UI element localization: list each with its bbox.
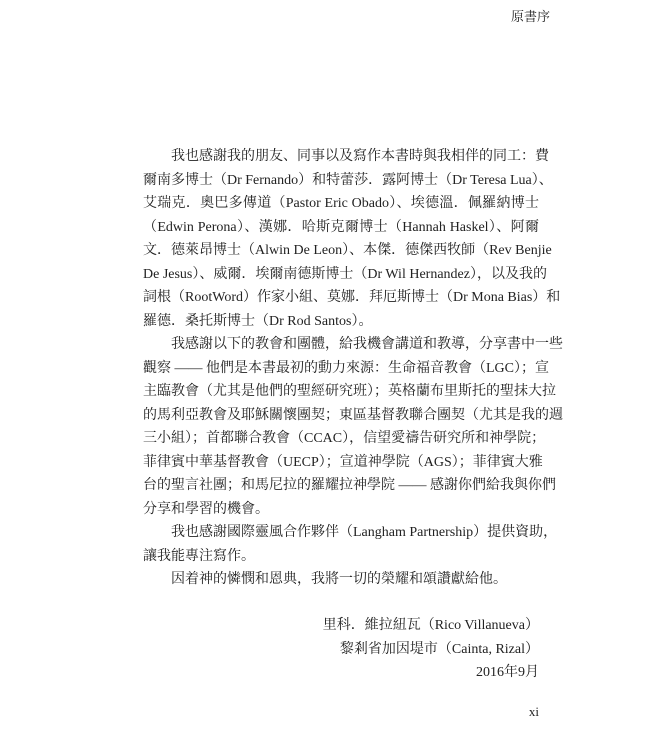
running-header: 原書序 <box>510 9 550 24</box>
text-line: De Jesus）、威爾．埃爾南德斯博士（Dr Wil Hernandez），以及我的 <box>143 266 547 282</box>
signature-date: 2016年9月 <box>476 665 539 680</box>
text-line: 爾南多博士（Dr Fernando）和特蕾莎．露阿博士（Dr Teresa Lua）、 <box>143 172 553 188</box>
text-line: 羅德．桑托斯博士（Dr Rod Santos）。 <box>143 313 373 329</box>
text-line: 菲律賓中華基督教會（UECP）；宣道神學院（AGS）；菲律賓大雅 <box>143 454 543 470</box>
text-line: 主臨教會（尤其是他們的聖經研究班）；英格蘭布里斯托的聖抹大拉 <box>143 384 556 399</box>
text-line: 我感謝以下的教會和團體，給我機會講道和教導，分享書中一些 <box>171 337 563 352</box>
text-line: 我也感謝我的朋友、同事以及寫作本書時與我相伴的同工：費 <box>171 149 549 164</box>
text-line: 艾瑞克．奧巴多傳道（Pastor Eric Obado）、埃德溫．佩羅納博士 <box>143 196 539 211</box>
text-line: （Edwin Perona）、漢娜．哈斯克爾博士（Hannah Haskel）、阿爾 <box>143 219 539 235</box>
text-line: 讓我能專注寫作。 <box>143 548 255 564</box>
text-line: 的馬利亞教會及耶穌關懷團契；東區基督教聯合團契（尤其是我的週 <box>143 407 563 423</box>
text-line: 三小組）；首都聯合教會（CCAC），信望愛禱告研究所和神學院； <box>143 431 546 446</box>
text-line: 分享和學習的機會。 <box>143 501 269 517</box>
text-line: 我也感謝國際靈風合作夥伴（Langham Partnership）提供資助， <box>171 525 558 540</box>
page-number: xi <box>528 704 539 719</box>
preface-body <box>143 145 563 592</box>
text-line: 台的聖言社團；和馬尼拉的羅耀拉神學院 —— 感謝你們給我與你們 <box>143 478 556 493</box>
paragraph <box>143 145 561 333</box>
paragraph <box>143 521 558 568</box>
text-line: 觀察 —— 他們是本書最初的動力來源：生命福音教會（LGC）；宣 <box>143 360 549 376</box>
text-line: 文．德萊昂博士（Alwin De Leon）、本傑．德傑西牧師（Rev Benjie <box>143 243 552 258</box>
signature-block <box>323 614 539 685</box>
text-line: 因着神的憐憫和恩典，我將一切的榮耀和頌讚獻給他。 <box>171 572 507 587</box>
paragraph <box>143 568 539 592</box>
paragraph <box>143 333 563 521</box>
signature-name: 里科．維拉紐瓦（Rico Villanueva） <box>322 618 539 633</box>
text-line: 詞根（RootWord）作家小組、莫娜．拜厄斯博士（Dr Mona Bias）和 <box>143 290 561 305</box>
signature-place: 黎剎省加因堤市（Cainta, Rizal） <box>339 641 539 657</box>
